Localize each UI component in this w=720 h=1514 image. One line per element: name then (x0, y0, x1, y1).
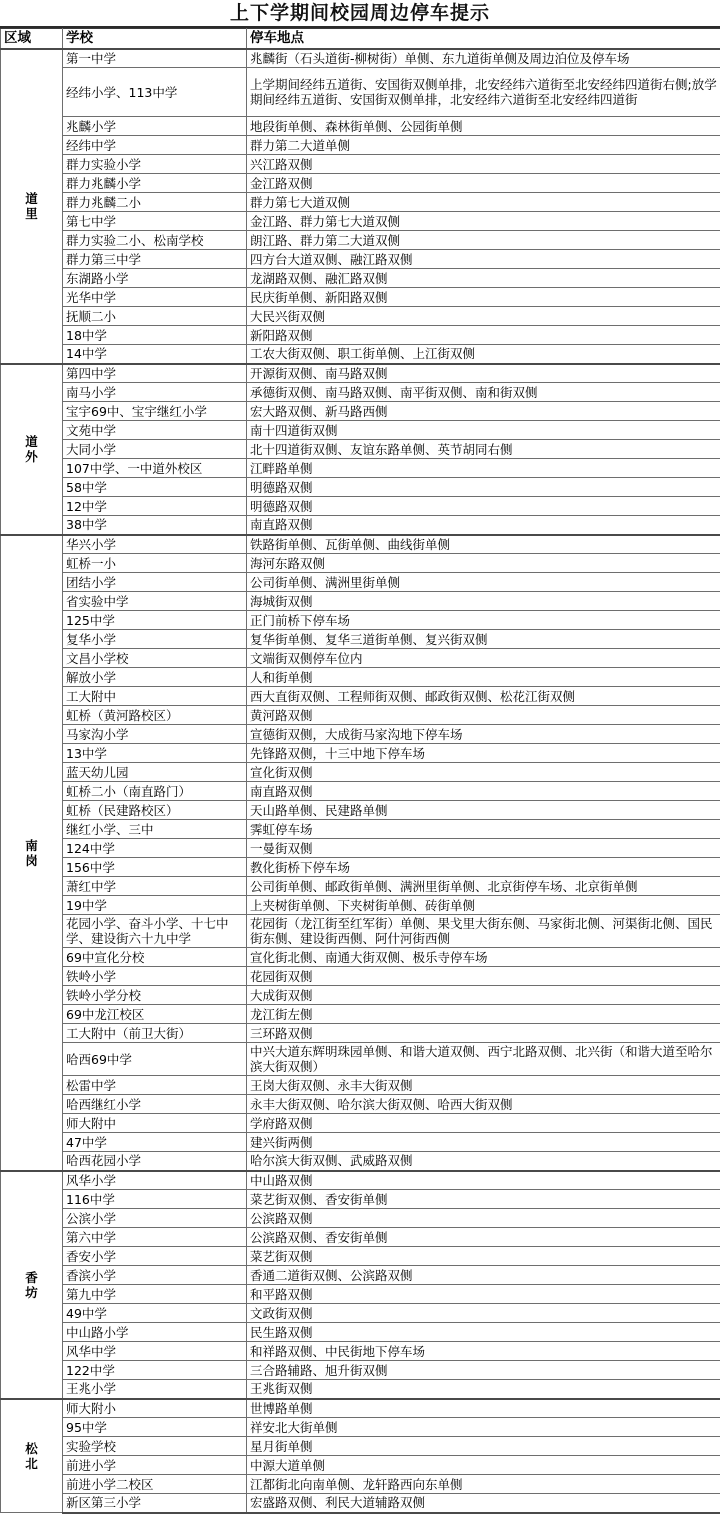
school-name-cell: 工大附中 (63, 687, 247, 706)
school-name-cell: 王兆小学 (63, 1380, 247, 1399)
school-name-cell: 复华小学 (63, 630, 247, 649)
table-row (1, 573, 720, 592)
table-row (1, 967, 720, 986)
table-row (1, 1304, 720, 1323)
table-row (1, 839, 720, 858)
table-row (1, 744, 720, 763)
school-name-cell: 前进小学 (63, 1456, 247, 1475)
school-name-cell: 华兴小学 (63, 535, 247, 554)
table-row (1, 1005, 720, 1024)
parking-place-cell: 大民兴街双侧 (247, 307, 720, 326)
region-char: 香 (25, 1270, 38, 1285)
parking-place-cell: 和平路双侧 (247, 1285, 720, 1304)
parking-place-cell: 群力第七大道双侧 (247, 193, 720, 212)
school-name-cell: 第七中学 (63, 212, 247, 231)
parking-place-cell: 地段街单侧、森林街单侧、公园街单侧 (247, 117, 720, 136)
parking-place-cell: 中山路双侧 (247, 1171, 720, 1190)
school-name-cell: 群力兆麟小学 (63, 174, 247, 193)
school-name-cell: 虹桥（黄河路校区） (63, 706, 247, 725)
table-row (1, 1494, 720, 1513)
parking-place-cell: 江都街北向南单侧、龙轩路西向东单侧 (247, 1475, 720, 1494)
school-name-cell: 文苑中学 (63, 421, 247, 440)
parking-place-cell: 兴江路双侧 (247, 155, 720, 174)
parking-place-cell: 上学期间经纬五道街、安国街双侧单排，北安经纬六道街至北安经纬四道街右侧;放学期间经纬五道街、安国街双侧单排，北安经纬六道街至北安经纬四道街 (247, 68, 720, 117)
school-name-cell: 铁岭小学分校 (63, 986, 247, 1005)
column-header-place: 停车地点 (247, 29, 720, 49)
parking-place-cell: 文端街双侧停车位内 (247, 649, 720, 668)
school-name-cell: 第一中学 (63, 49, 247, 68)
school-name-cell: 69中龙江校区 (63, 1005, 247, 1024)
school-name-cell: 大同小学 (63, 440, 247, 459)
parking-place-cell: 天山路单侧、民建路单侧 (247, 801, 720, 820)
parking-place-cell: 三环路双侧 (247, 1024, 720, 1043)
parking-place-cell: 霁虹停车场 (247, 820, 720, 839)
table-row (1, 68, 720, 117)
table-row (1, 1209, 720, 1228)
table-row (1, 948, 720, 967)
school-name-cell: 新区第三小学 (63, 1494, 247, 1513)
table-row (1, 1076, 720, 1095)
header-row (1, 29, 720, 49)
school-name-cell: 47中学 (63, 1133, 247, 1152)
parking-place-cell: 祥安北大街单侧 (247, 1418, 720, 1437)
school-name-cell: 13中学 (63, 744, 247, 763)
table-row (1, 896, 720, 915)
parking-place-cell: 工农大街双侧、职工街单侧、上江街双侧 (247, 345, 720, 364)
table-row (1, 1247, 720, 1266)
parking-place-cell: 南直路双侧 (247, 782, 720, 801)
table-row (1, 1095, 720, 1114)
table-row (1, 1190, 720, 1209)
parking-place-cell: 北十四道街双侧、友谊东路单侧、英节胡同右侧 (247, 440, 720, 459)
table-row (1, 858, 720, 877)
parking-place-cell: 人和街单侧 (247, 668, 720, 687)
school-name-cell: 哈西继红小学 (63, 1095, 247, 1114)
school-name-cell: 107中学、一中道外校区 (63, 459, 247, 478)
table-row (1, 725, 720, 744)
parking-place-cell: 江畔路单侧 (247, 459, 720, 478)
table-row (1, 1024, 720, 1043)
parking-place-cell: 文政街双侧 (247, 1304, 720, 1323)
table-row (1, 668, 720, 687)
school-name-cell: 虹桥二小（南直路门） (63, 782, 247, 801)
parking-place-cell: 上夹树街单侧、下夹树街单侧、砖街单侧 (247, 896, 720, 915)
parking-place-cell: 民庆街单侧、新阳路双侧 (247, 288, 720, 307)
school-name-cell: 风华中学 (63, 1342, 247, 1361)
table-row (1, 1399, 720, 1418)
region-char: 南 (25, 838, 38, 853)
school-name-cell: 49中学 (63, 1304, 247, 1323)
table-row (1, 345, 720, 364)
school-name-cell: 前进小学二校区 (63, 1475, 247, 1494)
region-char: 外 (25, 449, 38, 464)
parking-place-cell: 建兴街两侧 (247, 1133, 720, 1152)
school-name-cell: 69中宣化分校 (63, 948, 247, 967)
school-name-cell: 团结小学 (63, 573, 247, 592)
parking-place-cell: 新阳路双侧 (247, 326, 720, 345)
table-row (1, 478, 720, 497)
parking-place-cell: 教化街桥下停车场 (247, 858, 720, 877)
table-row (1, 986, 720, 1005)
school-name-cell: 经纬小学、113中学 (63, 68, 247, 117)
school-name-cell: 群力实验小学 (63, 155, 247, 174)
table-row (1, 1266, 720, 1285)
parking-place-cell: 金江路双侧 (247, 174, 720, 193)
parking-place-cell: 正门前桥下停车场 (247, 611, 720, 630)
table-row (1, 231, 720, 250)
table-row (1, 250, 720, 269)
school-name-cell: 12中学 (63, 497, 247, 516)
parking-place-cell: 龙湖路双侧、融汇路双侧 (247, 269, 720, 288)
region-char: 里 (25, 206, 38, 221)
school-name-cell: 宝宇69中、宝宇继红小学 (63, 402, 247, 421)
table-row (1, 554, 720, 573)
school-name-cell: 公滨小学 (63, 1209, 247, 1228)
parking-place-cell: 明德路双侧 (247, 497, 720, 516)
school-name-cell: 师大附小 (63, 1399, 247, 1418)
table-row (1, 1342, 720, 1361)
table-row (1, 1228, 720, 1247)
parking-place-cell: 花园街双侧 (247, 967, 720, 986)
region-label-text (4, 1441, 59, 1471)
school-name-cell: 虹桥一小 (63, 554, 247, 573)
region-label-松北 (1, 1399, 63, 1513)
table-row (1, 763, 720, 782)
parking-place-cell: 海河东路双侧 (247, 554, 720, 573)
parking-place-cell: 龙江街左侧 (247, 1005, 720, 1024)
table-row (1, 1418, 720, 1437)
school-name-cell: 风华小学 (63, 1171, 247, 1190)
parking-place-cell: 一曼街双侧 (247, 839, 720, 858)
region-label-text (4, 434, 59, 464)
parking-place-cell: 民生路双侧 (247, 1323, 720, 1342)
school-name-cell: 19中学 (63, 896, 247, 915)
parking-place-cell: 三合路辅路、旭升街双侧 (247, 1361, 720, 1380)
table-row (1, 459, 720, 478)
table-row (1, 649, 720, 668)
school-name-cell: 解放小学 (63, 668, 247, 687)
table-row (1, 1475, 720, 1494)
parking-place-cell: 世博路单侧 (247, 1399, 720, 1418)
table-row (1, 49, 720, 68)
school-name-cell: 师大附中 (63, 1114, 247, 1133)
parking-place-cell: 明德路双侧 (247, 478, 720, 497)
school-name-cell: 松雷中学 (63, 1076, 247, 1095)
table-row (1, 1380, 720, 1399)
parking-place-cell: 宣化街双侧 (247, 763, 720, 782)
table-row (1, 1456, 720, 1475)
school-name-cell: 14中学 (63, 345, 247, 364)
parking-place-cell: 西大直街双侧、工程师街双侧、邮政街双侧、松花江街双侧 (247, 687, 720, 706)
school-name-cell: 蓝天幼儿园 (63, 763, 247, 782)
table-row (1, 193, 720, 212)
table-row (1, 1171, 720, 1190)
parking-table (0, 28, 720, 1514)
school-name-cell: 实验学校 (63, 1437, 247, 1456)
table-row (1, 877, 720, 896)
region-char: 松 (25, 1441, 38, 1456)
table-row (1, 174, 720, 193)
table-row (1, 1361, 720, 1380)
school-name-cell: 铁岭小学 (63, 967, 247, 986)
region-label-香坊 (1, 1171, 63, 1399)
parking-place-cell: 南十四道街双侧 (247, 421, 720, 440)
parking-place-cell: 宣德街双侧，大成街马家沟地下停车场 (247, 725, 720, 744)
parking-place-cell: 四方台大道双侧、融江路双侧 (247, 250, 720, 269)
parking-place-cell: 宏大路双侧、新马路西侧 (247, 402, 720, 421)
table-row (1, 212, 720, 231)
table-row (1, 516, 720, 535)
column-header-region: 区域 (1, 29, 63, 49)
table-row (1, 630, 720, 649)
school-name-cell: 38中学 (63, 516, 247, 535)
school-name-cell: 116中学 (63, 1190, 247, 1209)
region-label-text (4, 838, 59, 868)
school-name-cell: 萧红中学 (63, 877, 247, 896)
region-char: 北 (25, 1456, 38, 1471)
parking-place-cell: 黄河路双侧 (247, 706, 720, 725)
school-name-cell: 抚顺二小 (63, 307, 247, 326)
school-name-cell: 群力兆麟二小 (63, 193, 247, 212)
table-header (1, 29, 720, 49)
school-name-cell: 香安小学 (63, 1247, 247, 1266)
parking-place-cell: 先锋路双侧，十三中地下停车场 (247, 744, 720, 763)
region-label-text (4, 191, 59, 221)
page-title-bar (0, 0, 720, 28)
parking-place-cell: 香通二道街双侧、公滨路双侧 (247, 1266, 720, 1285)
parking-place-cell: 公司街单侧、满洲里街单侧 (247, 573, 720, 592)
parking-place-cell: 南直路双侧 (247, 516, 720, 535)
parking-place-cell: 永丰大街双侧、哈尔滨大街双侧、哈西大街双侧 (247, 1095, 720, 1114)
school-name-cell: 群力实验二小、松南学校 (63, 231, 247, 250)
table-row (1, 592, 720, 611)
school-name-cell: 156中学 (63, 858, 247, 877)
school-name-cell: 虹桥（民建路校区） (63, 801, 247, 820)
school-name-cell: 124中学 (63, 839, 247, 858)
parking-place-cell: 宣化街北侧、南通大街双侧、极乐寺停车场 (247, 948, 720, 967)
parking-place-cell: 海城街双侧 (247, 592, 720, 611)
school-name-cell: 光华中学 (63, 288, 247, 307)
school-name-cell: 工大附中（前卫大街） (63, 1024, 247, 1043)
table-row (1, 269, 720, 288)
table-row (1, 820, 720, 839)
table-row (1, 1323, 720, 1342)
school-name-cell: 马家沟小学 (63, 725, 247, 744)
table-row (1, 383, 720, 402)
school-name-cell: 18中学 (63, 326, 247, 345)
school-name-cell: 群力第三中学 (63, 250, 247, 269)
table-row (1, 1133, 720, 1152)
school-name-cell: 哈西69中学 (63, 1043, 247, 1076)
table-body (1, 49, 720, 1513)
school-name-cell: 哈西花园小学 (63, 1152, 247, 1171)
page-title: 上下学期间校园周边停车提示 (230, 1, 490, 25)
parking-place-cell: 铁路街单侧、瓦街单侧、曲线街单侧 (247, 535, 720, 554)
parking-place-cell: 承德街双侧、南马路双侧、南平街双侧、南和街双侧 (247, 383, 720, 402)
column-header-school: 学校 (63, 29, 247, 49)
school-name-cell: 香滨小学 (63, 1266, 247, 1285)
table-row (1, 1043, 720, 1076)
region-label-南岗 (1, 535, 63, 1171)
parking-place-cell: 大成街双侧 (247, 986, 720, 1005)
parking-place-cell: 哈尔滨大街双侧、武威路双侧 (247, 1152, 720, 1171)
parking-place-cell: 群力第二大道单侧 (247, 136, 720, 155)
table-row (1, 1152, 720, 1171)
region-label-text (4, 1270, 59, 1300)
school-name-cell: 95中学 (63, 1418, 247, 1437)
region-char: 道 (25, 434, 38, 449)
school-name-cell: 第六中学 (63, 1228, 247, 1247)
table-row (1, 117, 720, 136)
table-row (1, 288, 720, 307)
table-row (1, 136, 720, 155)
school-name-cell: 兆麟小学 (63, 117, 247, 136)
table-row (1, 1285, 720, 1304)
table-row (1, 611, 720, 630)
table-row (1, 706, 720, 725)
school-name-cell: 继红小学、三中 (63, 820, 247, 839)
parking-place-cell: 公司街单侧、邮政街单侧、满洲里街单侧、北京街停车场、北京街单侧 (247, 877, 720, 896)
school-name-cell: 文昌小学校 (63, 649, 247, 668)
region-label-道外 (1, 364, 63, 535)
region-char: 岗 (25, 853, 38, 868)
parking-place-cell: 星月街单侧 (247, 1437, 720, 1456)
parking-place-cell: 菜艺街双侧 (247, 1247, 720, 1266)
parking-place-cell: 复华街单侧、复华三道街单侧、复兴街双侧 (247, 630, 720, 649)
table-row (1, 155, 720, 174)
school-name-cell: 58中学 (63, 478, 247, 497)
school-name-cell: 第九中学 (63, 1285, 247, 1304)
parking-place-cell: 中源大道单侧 (247, 1456, 720, 1475)
region-label-道里 (1, 49, 63, 364)
parking-place-cell: 花园街（龙江街至红军街）单侧、果戈里大街东侧、马家街北侧、河渠街北侧、国民街东侧、建设街西侧、阿什河街西侧 (247, 915, 720, 948)
parking-place-cell: 兆麟街（石头道街-柳树街）单侧、东九道街单侧及周边泊位及停车场 (247, 49, 720, 68)
parking-place-cell: 开源街双侧、南马路双侧 (247, 364, 720, 383)
school-name-cell: 东湖路小学 (63, 269, 247, 288)
parking-place-cell: 公滨路双侧 (247, 1209, 720, 1228)
school-name-cell: 125中学 (63, 611, 247, 630)
school-name-cell: 122中学 (63, 1361, 247, 1380)
region-char: 坊 (25, 1285, 38, 1300)
table-row (1, 1114, 720, 1133)
parking-place-cell: 公滨路双侧、香安街单侧 (247, 1228, 720, 1247)
school-name-cell: 第四中学 (63, 364, 247, 383)
school-name-cell: 省实验中学 (63, 592, 247, 611)
parking-place-cell: 和祥路双侧、中民街地下停车场 (247, 1342, 720, 1361)
parking-place-cell: 王岗大街双侧、永丰大街双侧 (247, 1076, 720, 1095)
region-char: 道 (25, 191, 38, 206)
parking-place-cell: 王兆街双侧 (247, 1380, 720, 1399)
parking-place-cell: 金江路、群力第七大道双侧 (247, 212, 720, 231)
table-row (1, 915, 720, 948)
table-row (1, 1437, 720, 1456)
table-row (1, 782, 720, 801)
school-name-cell: 花园小学、奋斗小学、十七中学、建设街六十九中学 (63, 915, 247, 948)
parking-place-cell: 朗江路、群力第二大道双侧 (247, 231, 720, 250)
table-row (1, 364, 720, 383)
school-name-cell: 南马小学 (63, 383, 247, 402)
table-row (1, 687, 720, 706)
table-row (1, 307, 720, 326)
table-row (1, 326, 720, 345)
table-row (1, 421, 720, 440)
parking-place-cell: 菜艺街双侧、香安街单侧 (247, 1190, 720, 1209)
parking-place-cell: 宏盛路双侧、利民大道辅路双侧 (247, 1494, 720, 1513)
parking-place-cell: 学府路双侧 (247, 1114, 720, 1133)
table-row (1, 497, 720, 516)
table-row (1, 402, 720, 421)
school-name-cell: 经纬中学 (63, 136, 247, 155)
table-row (1, 535, 720, 554)
school-name-cell: 中山路小学 (63, 1323, 247, 1342)
table-row (1, 801, 720, 820)
parking-place-cell: 中兴大道东辉明珠园单侧、和谐大道双侧、西宁北路双侧、北兴街（和谐大道至哈尔滨大街双侧） (247, 1043, 720, 1076)
table-row (1, 440, 720, 459)
